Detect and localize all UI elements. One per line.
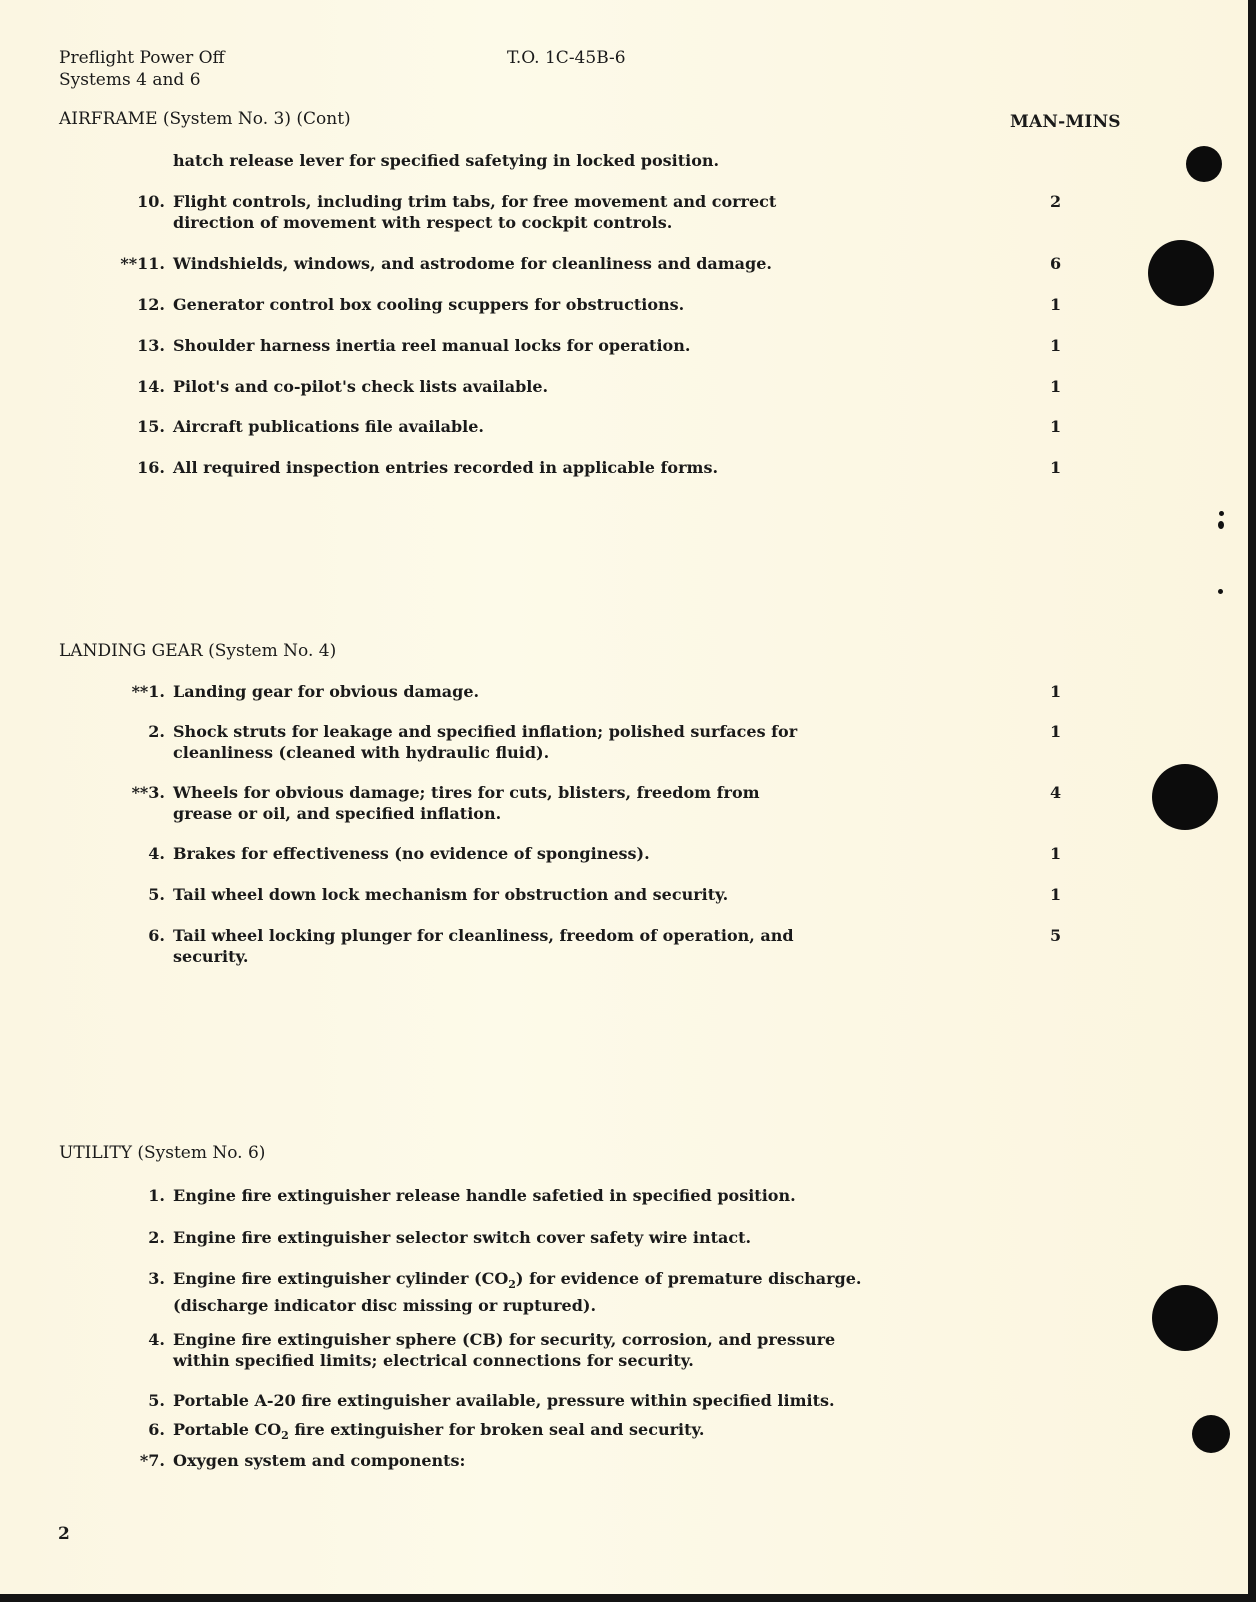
item-man-mins: 1 <box>1050 885 1062 904</box>
checklist-item <box>137 376 813 397</box>
header-systems: Systems 4 and 6 <box>59 70 201 90</box>
item-text: Aircraft publications file available. <box>173 417 484 436</box>
item-number: 15. <box>137 417 165 436</box>
item-text-part: fire extinguisher for broken seal and security. <box>288 1420 705 1439</box>
item-man-mins: 1 <box>1050 458 1062 477</box>
item-man-mins: 1 <box>1050 682 1062 701</box>
item-text: Engine fire extinguisher selector switch cover safety wire intact. <box>173 1228 752 1247</box>
checklist-item <box>120 253 893 274</box>
checklist-item <box>148 925 813 967</box>
item-number: 2. <box>148 722 165 741</box>
item-number: 4. <box>148 1330 165 1349</box>
checklist-item <box>137 335 813 356</box>
item-text: Tail wheel down lock mechanism for obstruction and security. <box>173 885 729 904</box>
item-text: All required inspection entries recorded in applicable forms. <box>173 458 719 477</box>
item-number: 3. <box>148 1269 165 1288</box>
page-edge-shadow <box>0 1594 1256 1602</box>
item-number: 13. <box>137 336 165 355</box>
item-text: Windshields, windows, and astrodome for cleanliness and damage. <box>173 254 772 273</box>
speck-mark <box>1218 589 1223 594</box>
item-man-mins: 2 <box>1050 192 1062 211</box>
item-text: Flight controls, including trim tabs, for free movement and correct direction of movement with respect to cockpit controls. <box>173 192 777 232</box>
item-text: Shock struts for leakage and specified inflation; polished surfaces for cleanliness (cleaned with hydraulic fluid). <box>173 722 798 762</box>
checklist-item <box>131 782 813 824</box>
item-number: *7. <box>139 1451 165 1470</box>
item-man-mins: 1 <box>1050 295 1062 314</box>
item-text: Engine fire extinguisher release handle safetied in specified position. <box>173 1186 796 1205</box>
airframe-section-title: AIRFRAME (System No. 3) (Cont) <box>59 109 351 129</box>
item-text-line2: (discharge indicator disc missing or ruptured). <box>173 1296 597 1315</box>
punch-hole-icon <box>1192 1415 1230 1453</box>
airframe-continuation-text: hatch release lever for specified safetying in locked position. <box>173 151 720 170</box>
item-number: 2. <box>148 1228 165 1247</box>
item-number: 5. <box>148 1391 165 1410</box>
punch-hole-icon <box>1186 146 1222 182</box>
checklist-item <box>148 1329 883 1371</box>
subscript: 2 <box>281 1429 289 1442</box>
item-text <box>173 1268 913 1316</box>
item-text-part: Engine fire extinguisher cylinder (CO <box>173 1269 509 1288</box>
item-man-mins: 5 <box>1050 926 1062 945</box>
item-man-mins: 6 <box>1050 254 1062 273</box>
speck-mark <box>1219 511 1224 516</box>
item-number: **3. <box>131 783 165 802</box>
page-edge-shadow <box>1248 0 1256 1602</box>
item-man-mins: 1 <box>1050 377 1062 396</box>
item-number: 6. <box>148 1420 165 1439</box>
item-text: Portable A-20 fire extinguisher available, pressure within specified limits. <box>173 1391 835 1410</box>
page-header-left <box>59 47 225 91</box>
checklist-item <box>148 721 813 763</box>
speck-mark <box>1218 521 1224 529</box>
item-number: **11. <box>120 254 165 273</box>
checklist-item <box>131 681 813 702</box>
page-number: 2 <box>58 1524 70 1544</box>
item-number: 12. <box>137 295 165 314</box>
man-mins-column-label: MAN-MINS <box>1010 112 1121 132</box>
header-section-title: Preflight Power Off <box>59 48 225 68</box>
checklist-item <box>148 1268 913 1316</box>
item-number: 5. <box>148 885 165 904</box>
item-number: 6. <box>148 926 165 945</box>
item-number: **1. <box>131 682 165 701</box>
item-text-part: Portable CO <box>173 1420 282 1439</box>
punch-hole-icon <box>1148 240 1214 306</box>
item-number: 14. <box>137 377 165 396</box>
punch-hole-icon <box>1152 1285 1218 1351</box>
utility-section-title: UTILITY (System No. 6) <box>59 1143 266 1163</box>
item-man-mins: 1 <box>1050 336 1062 355</box>
punch-hole-icon <box>1152 764 1218 830</box>
subscript: 2 <box>508 1278 516 1291</box>
item-number: 16. <box>137 458 165 477</box>
item-text: Shoulder harness inertia reel manual locks for operation. <box>173 336 691 355</box>
item-text: Tail wheel locking plunger for cleanliness, freedom of operation, and security. <box>173 926 794 966</box>
item-text: Wheels for obvious damage; tires for cuts, blisters, freedom from grease or oil, and specified inflation. <box>173 783 760 823</box>
checklist-item <box>148 1390 913 1411</box>
item-text: Engine fire extinguisher sphere (CB) for security, corrosion, and pressure within specified limits; electrical connections for security. <box>173 1330 836 1370</box>
checklist-item <box>139 1450 813 1471</box>
checklist-item <box>137 294 813 315</box>
item-man-mins: 1 <box>1050 844 1062 863</box>
item-number: 4. <box>148 844 165 863</box>
tech-order-number: T.O. 1C-45B-6 <box>507 48 626 68</box>
checklist-item <box>148 1185 893 1206</box>
item-man-mins: 1 <box>1050 722 1062 741</box>
item-text: Brakes for effectiveness (no evidence of sponginess). <box>173 844 650 863</box>
landing-gear-section-title: LANDING GEAR (System No. 4) <box>59 641 337 661</box>
item-text: Oxygen system and components: <box>173 1451 466 1470</box>
item-man-mins: 1 <box>1050 417 1062 436</box>
item-text: Landing gear for obvious damage. <box>173 682 480 701</box>
checklist-item <box>137 416 813 437</box>
checklist-item <box>148 884 813 905</box>
item-number: 1. <box>148 1186 165 1205</box>
item-man-mins: 4 <box>1050 783 1062 802</box>
checklist-item <box>148 843 813 864</box>
item-text: Generator control box cooling scuppers for obstructions. <box>173 295 685 314</box>
checklist-item <box>148 1227 893 1248</box>
item-text <box>173 1419 893 1446</box>
checklist-item <box>137 191 813 233</box>
item-text: Pilot's and co-pilot's check lists available. <box>173 377 549 396</box>
checklist-item <box>137 457 813 478</box>
checklist-item <box>148 1419 893 1446</box>
item-number: 10. <box>137 192 165 211</box>
item-text-part: ) for evidence of premature discharge. <box>515 1269 862 1288</box>
